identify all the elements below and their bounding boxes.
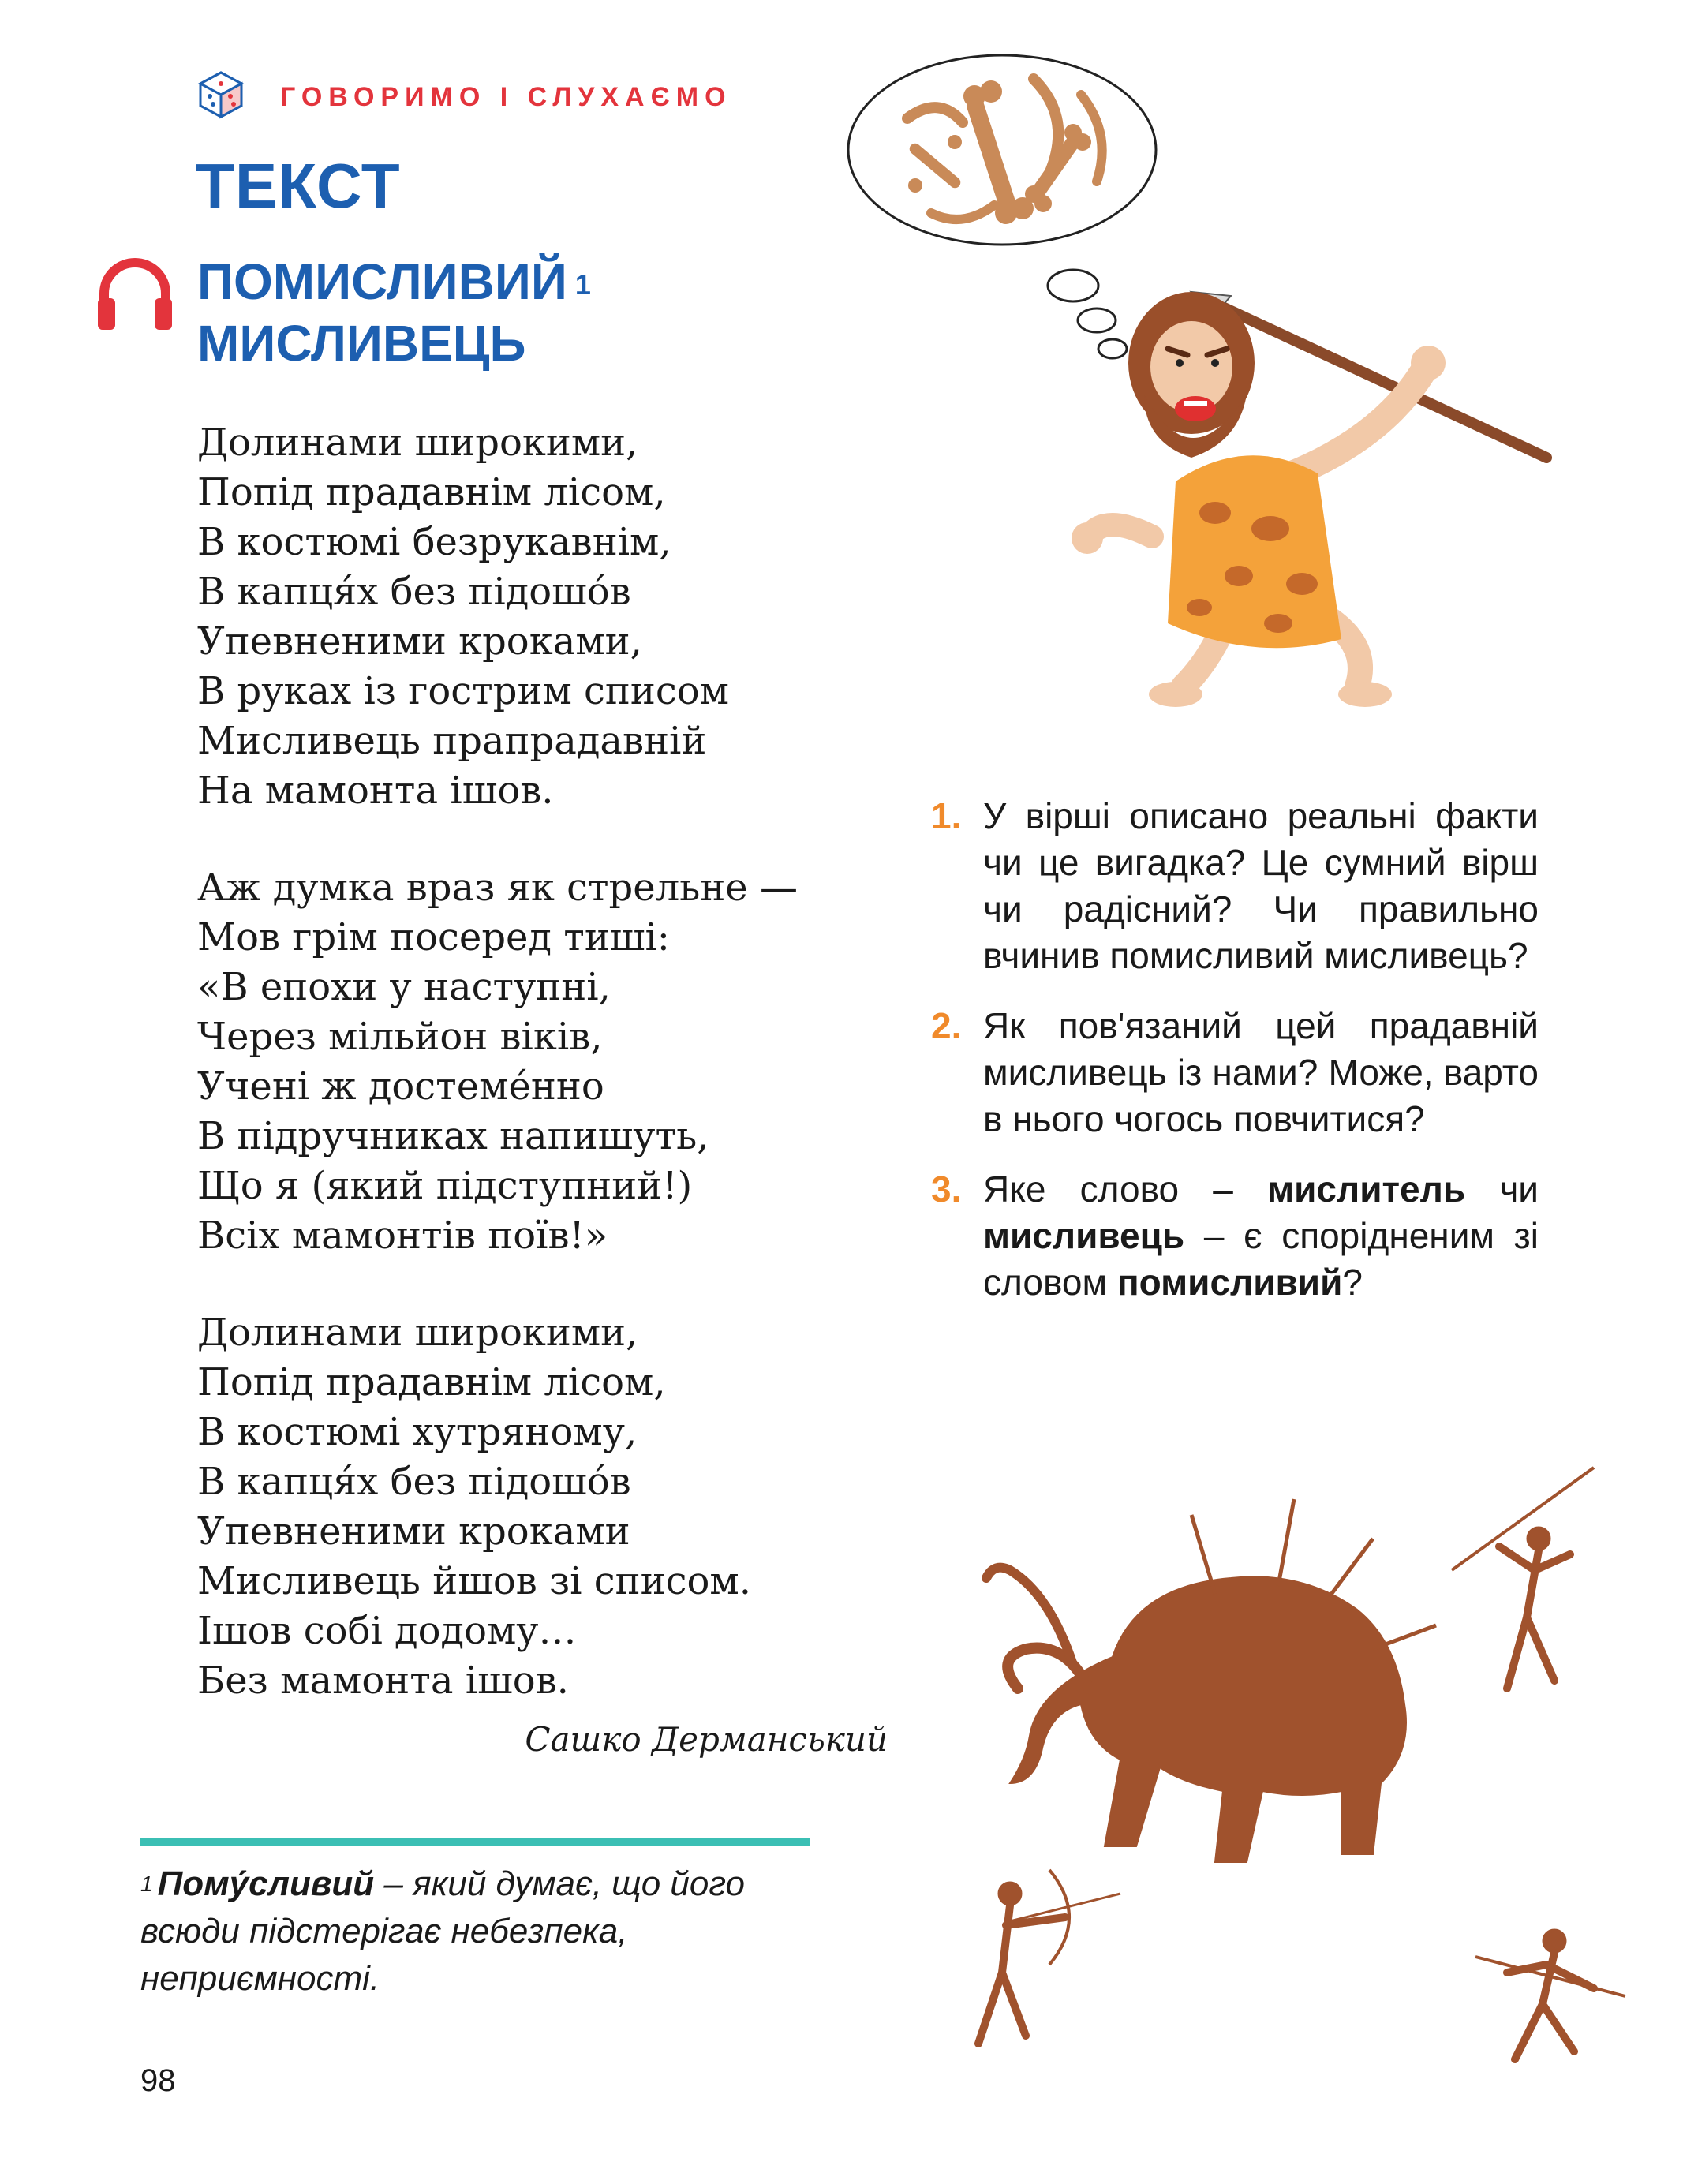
footnote-definition: – який думає, що його всюди підстерігає небезпека, неприємності.	[140, 1864, 746, 1998]
poem-verse: В капця́х без підошо́в	[197, 570, 631, 614]
question-text: У вірші описано реальні факти чи це вигадка? Це сумний вірш чи радісний? Чи правильно вчинив помисливий мисливець?	[983, 795, 1539, 976]
poem-verse: Мисливець прапрадавній	[197, 719, 707, 763]
question-number: 2.	[931, 1005, 962, 1046]
question-keyword: мислитель	[1267, 1169, 1466, 1210]
question-keyword: помисливий	[1116, 1262, 1343, 1303]
question-item	[931, 1003, 1539, 1142]
poem-verse: Упевненими кроками,	[197, 619, 642, 664]
section-label: ГОВОРИМО І СЛУХАЄМО	[280, 82, 732, 112]
poem-verse: Через мільйон віків,	[197, 1015, 603, 1059]
dice-cube-icon	[196, 69, 246, 120]
question-item	[931, 793, 1539, 979]
poem-title	[197, 251, 591, 374]
footnote-divider	[140, 1838, 810, 1846]
poem-verse: Упевненими кроками	[197, 1509, 630, 1554]
poem-verse: Долинами широкими,	[197, 421, 638, 465]
poem-verse: Без мамонта ішов.	[197, 1659, 569, 1703]
poem-verse: В руках із гострим списом	[197, 669, 730, 713]
poem-verse: В костюмі хутряному,	[197, 1410, 638, 1454]
poem-verse: Учені ж достеме́нно	[197, 1064, 604, 1109]
poem-verse: На мамонта ішов.	[197, 769, 554, 813]
poem-verse: Мов грім посеред тиші:	[197, 915, 670, 959]
page-heading: ТЕКСТ	[196, 151, 401, 221]
poem-verse: В капця́х без підошо́в	[197, 1460, 631, 1504]
footnote-mark: 1	[140, 1872, 153, 1896]
poem-verse: Всіх мамонтів поїв!»	[197, 1214, 608, 1258]
question-number: 1.	[931, 795, 962, 836]
page-number: 98	[140, 2063, 176, 2098]
poem-verse: Що я (який підступний!)	[197, 1164, 693, 1208]
poem-stanza	[197, 1308, 798, 1706]
poem-text	[197, 418, 798, 1753]
poem-stanza	[197, 418, 798, 816]
question-number: 3.	[931, 1169, 962, 1210]
poem-verse: В підручниках напишуть,	[197, 1114, 709, 1158]
cave-painting-mammoth-hunt-icon	[931, 1452, 1641, 2083]
footnote-term: Пому́сливий	[157, 1864, 375, 1903]
poem-verse: Мисливець йшов зі списом.	[197, 1559, 752, 1603]
poem-verse: Попід прадавнім лісом,	[197, 1360, 666, 1404]
question-text: ?	[1342, 1262, 1363, 1303]
poem-verse: Ішов собі додому…	[197, 1609, 577, 1653]
headphones-icon[interactable]	[95, 254, 175, 333]
title-footnote-mark[interactable]: 1	[574, 268, 591, 301]
footnote	[140, 1861, 835, 2003]
question-keyword: мисливець	[983, 1215, 1185, 1256]
poem-verse: Аж думка враз як стрельне —	[197, 866, 798, 910]
question-item	[931, 1166, 1539, 1306]
caveman-hunter-icon	[1057, 276, 1562, 718]
poem-author: Сашко Дерманський	[525, 1720, 888, 1759]
question-text: Як пов'язаний цей прадавній мисливець із нами? Може, варто в нього чогось повчитися?	[983, 1005, 1539, 1139]
poem-verse: Попід прадавнім лісом,	[197, 470, 666, 514]
question-text: чи	[1465, 1169, 1539, 1210]
question-text: – є спорідненим зі словом	[983, 1215, 1539, 1303]
poem-title-line-1: ПОМИСЛИВИЙ	[197, 253, 567, 310]
poem-title-line-2: МИСЛИВЕЦЬ	[197, 315, 526, 372]
questions-list	[931, 793, 1539, 1329]
poem-verse: «В епохи у наступні,	[197, 965, 611, 1009]
poem-verse: В костюмі безрукавнім,	[197, 520, 671, 564]
poem-verse: Долинами широкими,	[197, 1311, 638, 1355]
question-text: Яке слово –	[983, 1169, 1268, 1210]
poem-stanza	[197, 863, 798, 1261]
